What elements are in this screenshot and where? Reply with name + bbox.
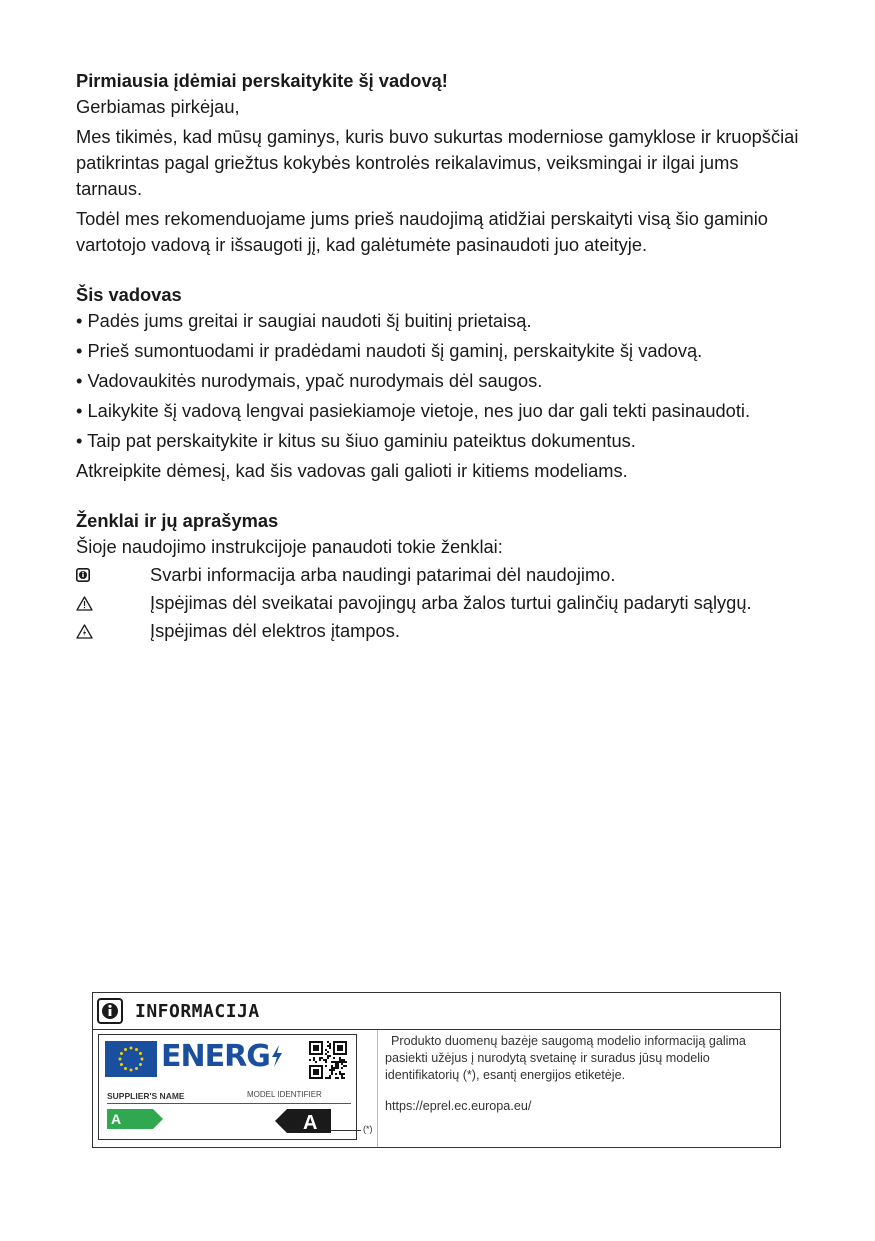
flag-star [141,1058,144,1061]
energy-class-right: A [303,1112,318,1133]
energy-class-arrow [107,1109,163,1129]
qr-module [329,1075,331,1077]
qr-module [341,1075,343,1077]
qr-module [337,1045,343,1051]
qr-module [335,1067,337,1069]
info-box-text [385,1033,755,1115]
info-box [92,992,781,1148]
intro-paragraph-2: Todėl mes rekomenduojame jums prieš naudojimą atidžiai perskaityti visą šio gaminio vartotojo vadovą ir išsaugoti jį, kad galėtumėte pasinaudoti juo ateityje. [76,208,768,255]
qr-module [329,1047,331,1049]
qr-module [337,1063,339,1065]
qr-module [327,1041,329,1043]
flag-star [124,1048,127,1051]
flag-star [120,1052,123,1055]
qr-module [327,1077,329,1079]
qr-module [327,1045,329,1047]
qr-module [319,1059,321,1061]
info-icon [97,998,123,1024]
manual-bullet: • Padės jums greitai ir saugiai naudoti šį buitinį prietaisą. [76,310,532,331]
flag-star [124,1067,127,1070]
qr-module [315,1061,317,1063]
qr-module [339,1071,341,1073]
qr-module [339,1073,341,1075]
qr-module [325,1053,327,1055]
model-pointer-line [331,1130,361,1131]
energy-class-indicator [275,1109,331,1133]
symbol-row [76,618,806,644]
qr-module [333,1057,335,1059]
manual-bullet: • Prieš sumontuodami ir pradėdami naudoti šį gaminį, perskaitykite šį vadovą. [76,340,703,361]
qr-module [337,1065,339,1067]
qr-module [331,1061,333,1063]
energy-label-panel [93,1030,378,1147]
greeting: Gerbiamas pirkėjau, [76,96,240,117]
qr-module [313,1069,319,1075]
symbol-row [76,590,806,616]
qr-module [341,1067,343,1069]
qr-module [319,1057,321,1059]
qr-module [327,1051,329,1053]
qr-module [335,1077,337,1079]
info-icon [76,562,150,588]
manual-bullet: • Vadovaukitės nurodymais, ypač nurodymais dėl saugos. [76,370,543,391]
info-box-description: Produkto duomenų bazėje saugomą modelio informaciją galima pasiekti užėjus į nurodytą svetainę ir suradus jūsų modelio identifikatorių (*), esantį energijos etiketėje. [385,1034,746,1082]
lightning-icon [270,1044,284,1068]
eu-flag-icon [105,1041,157,1077]
qr-module [343,1065,345,1067]
qr-code-icon [309,1041,347,1079]
manual-bullet: • Taip pat perskaitykite ir kitus su šiuo gaminiu pateiktus dokumentus. [76,430,636,451]
flag-star [135,1067,138,1070]
qr-module [343,1061,345,1063]
qr-module [339,1061,341,1063]
qr-module [325,1061,327,1063]
qr-module [345,1061,347,1063]
qr-module [343,1077,345,1079]
manual-note: Atkreipkite dėmesį, kad šis vadovas gali galioti ir kitiems modeliams. [76,460,628,481]
qr-module [337,1067,339,1069]
flag-star [139,1052,142,1055]
qr-module [343,1073,345,1075]
qr-module [335,1073,337,1075]
qr-module [335,1063,337,1065]
flag-star [135,1048,138,1051]
qr-module [329,1043,331,1045]
qr-module [331,1069,333,1071]
qr-module [323,1059,325,1061]
qr-module [331,1067,333,1069]
symbol-description: Įspėjimas dėl sveikatai pavojingų arba žalos turtui galinčių padaryti sąlygų. [150,592,752,613]
qr-module [337,1077,339,1079]
model-marker: (*) [363,1124,373,1134]
flag-star [120,1063,123,1066]
symbol-description: Įspėjimas dėl elektros įtampos. [150,620,400,641]
manual-bullet: • Laikykite šį vadovą lengvai pasiekiamoje vietoje, nes juo dar gali tekti pasinaudoti. [76,400,751,421]
qr-module [329,1055,331,1057]
qr-module [339,1057,341,1059]
qr-module [329,1069,331,1071]
document-body [76,68,806,644]
qr-module [329,1077,331,1079]
qr-module [329,1045,331,1047]
qr-module [343,1059,345,1061]
qr-module [327,1057,329,1059]
supplier-name: SUPPLIER'S NAME [107,1091,185,1101]
warning-icon [76,590,150,616]
qr-module [313,1045,319,1051]
manual-heading: Šis vadovas [76,284,182,305]
symbol-description: Svarbi informacija arba naudingi patarimai dėl naudojimo. [150,564,616,585]
qr-module [333,1067,335,1069]
flag-star [139,1063,142,1066]
flag-star [119,1058,122,1061]
qr-module [327,1055,329,1057]
qr-module [341,1063,343,1065]
qr-module [325,1059,327,1061]
qr-module [313,1057,315,1059]
qr-module [309,1059,311,1061]
info-box-title: INFORMACIJA [135,1000,260,1022]
qr-module [335,1061,337,1063]
qr-module [335,1065,337,1067]
intro-paragraph-1: Mes tikimės, kad mūsų gaminys, kuris buvo sukurtas moderniose gamyklose ir kruopščiai patikrintas pagal griežtus kokybės kontrolės reikalavimus, veiksmingai ir ilgai jums tarnaus. [76,126,799,199]
symbol-row [76,562,806,588]
qr-module [337,1061,339,1063]
qr-module [341,1073,343,1075]
model-identifier: MODEL IDENTIFIER [247,1090,322,1099]
symbols-heading: Ženklai ir jų aprašymas [76,510,279,531]
qr-module [325,1065,327,1067]
qr-module [345,1065,347,1067]
info-box-header [93,993,780,1030]
electric-warning-icon [76,618,150,644]
qr-module [341,1077,343,1079]
qr-module [339,1059,341,1061]
qr-module [331,1065,333,1067]
energy-word: ENERG [161,1039,270,1074]
energy-label [98,1034,357,1140]
energy-label-logo [161,1039,284,1074]
qr-module [333,1069,335,1071]
qr-module [331,1071,333,1073]
symbols-intro: Šioje naudojimo instrukcijoje panaudoti tokie ženklai: [76,536,503,557]
qr-module [325,1077,327,1079]
qr-module [321,1057,323,1059]
eprel-link[interactable]: https://eprel.ec.europa.eu/ [385,1099,532,1113]
qr-module [341,1061,343,1063]
flag-star [130,1047,133,1050]
qr-module [325,1049,327,1051]
qr-module [313,1059,315,1061]
flag-star [130,1069,133,1072]
qr-module [333,1061,335,1063]
energy-class-left: A [111,1111,122,1127]
qr-module [331,1073,333,1075]
intro-heading: Pirmiausia įdėmiai perskaitykite šį vadovą! [76,70,448,91]
qr-module [341,1059,343,1061]
label-divider [107,1103,351,1104]
